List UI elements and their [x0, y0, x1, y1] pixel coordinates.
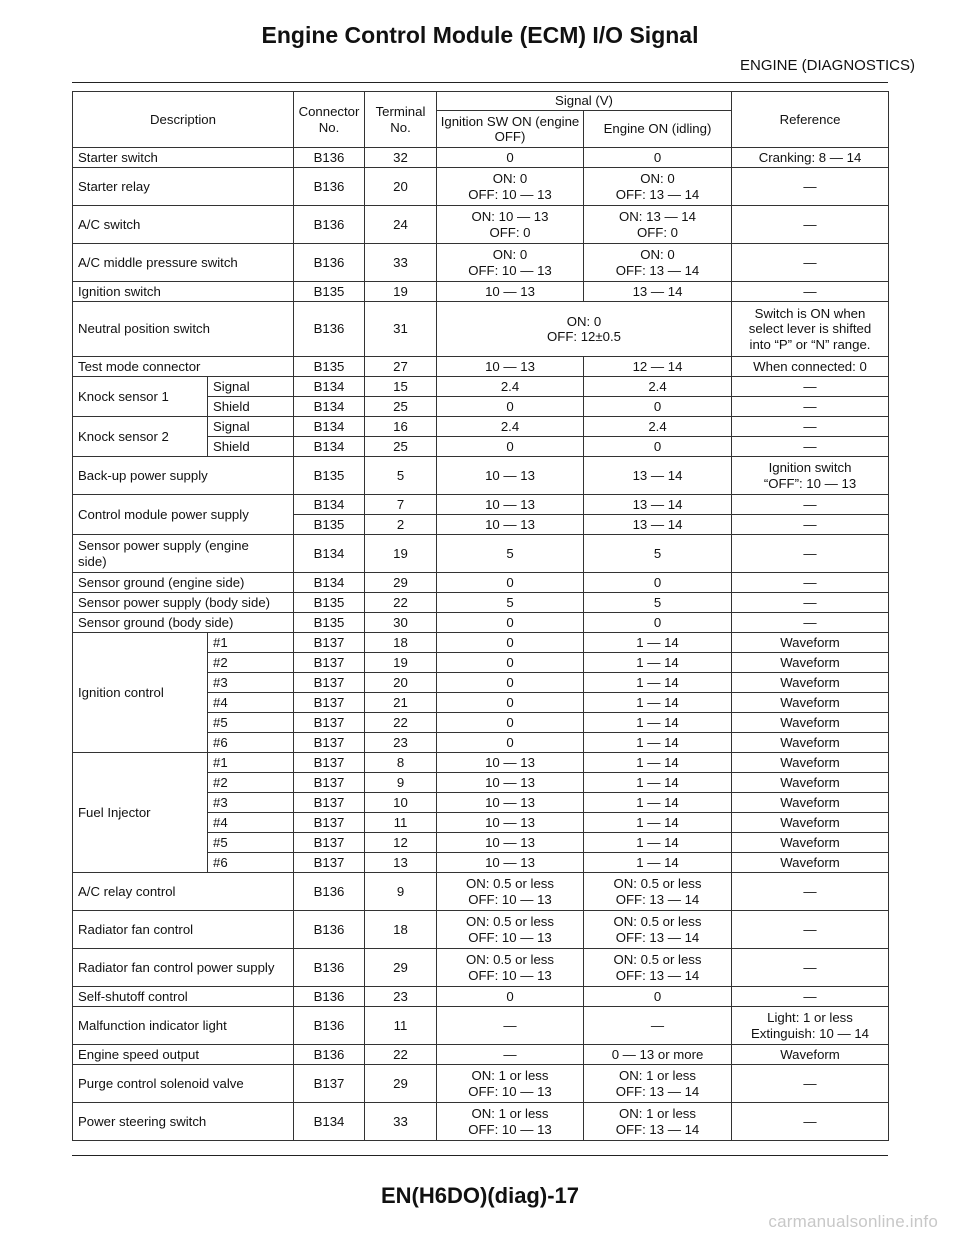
row-connector: B134: [294, 573, 365, 593]
row-ign-signal: 10 — 13: [437, 357, 584, 377]
row-connector: B137: [294, 693, 365, 713]
row-ign-signal: —: [437, 1045, 584, 1065]
page-number: EN(H6DO)(diag)-17: [380, 1183, 579, 1208]
row-connector: B137: [294, 633, 365, 653]
row-reference: Waveform: [732, 1045, 889, 1065]
row-engine-signal: ON: 0.5 or less OFF: 13 — 14: [584, 949, 732, 987]
row-ign-signal: 10 — 13: [437, 495, 584, 515]
table-row: [73, 206, 889, 244]
row-engine-signal: 1 — 14: [584, 633, 732, 653]
row-ign-signal: 0: [437, 733, 584, 753]
row-ign-signal: 10 — 13: [437, 753, 584, 773]
row-engine-signal: 13 — 14: [584, 495, 732, 515]
row-connector: B137: [294, 793, 365, 813]
row-engine-signal: 13 — 14: [584, 457, 732, 495]
row-terminal: 29: [365, 949, 437, 987]
table-row: [73, 148, 889, 168]
footer-rule: [72, 1155, 888, 1156]
row-connector: B135: [294, 515, 365, 535]
row-description: Test mode connector: [73, 357, 294, 377]
row-ign-signal: ON: 0.5 or less OFF: 10 — 13: [437, 949, 584, 987]
row-terminal: 33: [365, 244, 437, 282]
row-engine-signal: ON: 1 or less OFF: 13 — 14: [584, 1103, 732, 1141]
header-connector: Connector No.: [294, 92, 365, 148]
table-row: [73, 873, 889, 911]
row-description: Back-up power supply: [73, 457, 294, 495]
row-connector: B134: [294, 417, 365, 437]
table-row: [73, 987, 889, 1007]
table-row: [73, 282, 889, 302]
row-connector: B136: [294, 206, 365, 244]
row-ign-signal: 2.4: [437, 417, 584, 437]
row-sub-label: Shield: [208, 397, 294, 417]
row-sub-label: #5: [208, 713, 294, 733]
row-connector: B134: [294, 377, 365, 397]
table-row: [73, 244, 889, 282]
row-sub-label: #3: [208, 673, 294, 693]
row-connector: B137: [294, 753, 365, 773]
row-engine-signal: 0: [584, 573, 732, 593]
row-ign-signal: 0: [437, 633, 584, 653]
row-engine-signal: 1 — 14: [584, 773, 732, 793]
row-ign-signal: 10 — 13: [437, 457, 584, 495]
row-connector: B134: [294, 535, 365, 573]
table-row: [73, 457, 889, 495]
row-engine-signal: ON: 0 OFF: 13 — 14: [584, 244, 732, 282]
row-sub-label: Shield: [208, 437, 294, 457]
row-engine-signal: 1 — 14: [584, 713, 732, 733]
row-engine-signal: 1 — 14: [584, 733, 732, 753]
row-reference: Waveform: [732, 833, 889, 853]
row-connector: B134: [294, 397, 365, 417]
row-connector: B136: [294, 1007, 365, 1045]
row-connector: B137: [294, 1065, 365, 1103]
row-connector: B137: [294, 673, 365, 693]
row-connector: B136: [294, 987, 365, 1007]
row-ign-signal: 5: [437, 593, 584, 613]
row-engine-signal: 0: [584, 148, 732, 168]
header-reference: Reference: [732, 92, 889, 148]
row-terminal: 21: [365, 693, 437, 713]
row-connector: B136: [294, 911, 365, 949]
row-engine-signal: 13 — 14: [584, 515, 732, 535]
row-terminal: 23: [365, 733, 437, 753]
row-reference: Light: 1 or less Extinguish: 10 — 14: [732, 1007, 889, 1045]
row-reference: Waveform: [732, 713, 889, 733]
row-reference: —: [732, 495, 889, 515]
row-terminal: 18: [365, 633, 437, 653]
row-description: A/C relay control: [73, 873, 294, 911]
row-engine-signal: 1 — 14: [584, 813, 732, 833]
row-engine-signal: 0: [584, 397, 732, 417]
row-engine-signal: 1 — 14: [584, 833, 732, 853]
header-description: Description: [73, 92, 294, 148]
page-title: Engine Control Module (ECM) I/O Signal: [261, 22, 699, 48]
row-engine-signal: 2.4: [584, 417, 732, 437]
row-connector: B135: [294, 282, 365, 302]
row-terminal: 22: [365, 1045, 437, 1065]
row-reference: —: [732, 377, 889, 397]
row-connector: B134: [294, 495, 365, 515]
row-description: Sensor power supply (body side): [73, 593, 294, 613]
row-connector: B134: [294, 1103, 365, 1141]
row-ign-signal: 10 — 13: [437, 515, 584, 535]
row-description: Sensor ground (engine side): [73, 573, 294, 593]
row-ign-signal: ON: 1 or less OFF: 10 — 13: [437, 1065, 584, 1103]
row-description: Control module power supply: [73, 495, 294, 535]
row-ign-signal: 0: [437, 148, 584, 168]
row-reference: Waveform: [732, 753, 889, 773]
row-reference: —: [732, 987, 889, 1007]
row-engine-signal: ON: 0.5 or less OFF: 13 — 14: [584, 911, 732, 949]
row-connector: B136: [294, 302, 365, 357]
table-row: [73, 753, 889, 773]
row-terminal: 13: [365, 853, 437, 873]
row-ign-signal: ON: 0 OFF: 10 — 13: [437, 168, 584, 206]
row-engine-signal: 5: [584, 593, 732, 613]
row-engine-signal: 5: [584, 535, 732, 573]
row-description: Radiator fan control power supply: [73, 949, 294, 987]
row-description: Self-shutoff control: [73, 987, 294, 1007]
row-sub-label: #1: [208, 753, 294, 773]
row-reference: —: [732, 873, 889, 911]
row-terminal: 10: [365, 793, 437, 813]
row-connector: B137: [294, 713, 365, 733]
row-terminal: 27: [365, 357, 437, 377]
table-row: [73, 1007, 889, 1045]
row-ign-signal: 0: [437, 653, 584, 673]
row-connector: B136: [294, 244, 365, 282]
row-engine-signal: 1 — 14: [584, 753, 732, 773]
row-description: Sensor power supply (engine side): [73, 535, 294, 573]
row-terminal: 22: [365, 593, 437, 613]
section-title: ENGINE (DIAGNOSTICS): [739, 57, 915, 74]
row-description: Radiator fan control: [73, 911, 294, 949]
row-terminal: 19: [365, 535, 437, 573]
row-engine-signal: 12 — 14: [584, 357, 732, 377]
table-row: [73, 949, 889, 987]
row-sub-label: #1: [208, 633, 294, 653]
row-reference: Waveform: [732, 633, 889, 653]
row-engine-signal: —: [584, 1007, 732, 1045]
header-terminal: Terminal No.: [365, 92, 437, 148]
row-ign-signal: 0: [437, 673, 584, 693]
watermark: carmanualsonline.info: [768, 1212, 938, 1231]
row-reference: —: [732, 1065, 889, 1103]
row-ign-signal: —: [437, 1007, 584, 1045]
row-terminal: 24: [365, 206, 437, 244]
row-reference: —: [732, 911, 889, 949]
row-terminal: 31: [365, 302, 437, 357]
row-reference: —: [732, 593, 889, 613]
table-row: [73, 1103, 889, 1141]
header-ign-on: Ignition SW ON (engine OFF): [437, 111, 584, 148]
table-row: [73, 417, 889, 437]
header-signal: Signal (V): [437, 92, 732, 111]
header-engine-on: Engine ON (idling): [584, 111, 732, 148]
row-reference: —: [732, 535, 889, 573]
header-row: [73, 92, 889, 111]
row-engine-signal: 0 — 13 or more: [584, 1045, 732, 1065]
row-connector: B137: [294, 853, 365, 873]
row-terminal: 7: [365, 495, 437, 515]
row-sub-label: #5: [208, 833, 294, 853]
row-ign-signal: 0: [437, 693, 584, 713]
row-sub-label: #6: [208, 733, 294, 753]
row-terminal: 18: [365, 911, 437, 949]
row-terminal: 15: [365, 377, 437, 397]
row-terminal: 12: [365, 833, 437, 853]
row-reference: —: [732, 437, 889, 457]
row-connector: B135: [294, 357, 365, 377]
row-sub-label: #3: [208, 793, 294, 813]
row-reference: —: [732, 168, 889, 206]
table-row: [73, 911, 889, 949]
table-row: [73, 633, 889, 653]
table-row: [73, 593, 889, 613]
table-row: [73, 168, 889, 206]
row-connector: B135: [294, 613, 365, 633]
row-reference: —: [732, 949, 889, 987]
row-engine-signal: 0: [584, 613, 732, 633]
row-reference: —: [732, 282, 889, 302]
row-reference: Ignition switch “OFF”: 10 — 13: [732, 457, 889, 495]
row-reference: —: [732, 244, 889, 282]
row-connector: B135: [294, 457, 365, 495]
row-ign-signal: 10 — 13: [437, 282, 584, 302]
row-connector: B136: [294, 873, 365, 911]
row-reference: Waveform: [732, 733, 889, 753]
row-reference: Waveform: [732, 773, 889, 793]
row-terminal: 25: [365, 397, 437, 417]
row-ign-signal: 2.4: [437, 377, 584, 397]
row-ign-signal: 0: [437, 397, 584, 417]
row-terminal: 19: [365, 653, 437, 673]
row-ign-signal: ON: 0.5 or less OFF: 10 — 13: [437, 911, 584, 949]
row-reference: Waveform: [732, 673, 889, 693]
table-row: [73, 535, 889, 573]
row-engine-signal: 1 — 14: [584, 673, 732, 693]
row-description: A/C middle pressure switch: [73, 244, 294, 282]
row-sub-label: #4: [208, 693, 294, 713]
row-engine-signal: 2.4: [584, 377, 732, 397]
row-ign-signal: 0: [437, 573, 584, 593]
row-reference: —: [732, 573, 889, 593]
row-ign-signal: 5: [437, 535, 584, 573]
row-description: Purge control solenoid valve: [73, 1065, 294, 1103]
row-terminal: 8: [365, 753, 437, 773]
row-description: Ignition control: [73, 633, 208, 753]
row-terminal: 33: [365, 1103, 437, 1141]
row-description: Malfunction indicator light: [73, 1007, 294, 1045]
row-terminal: 20: [365, 168, 437, 206]
row-reference: —: [732, 613, 889, 633]
row-reference: —: [732, 1103, 889, 1141]
row-engine-signal: 0: [584, 437, 732, 457]
row-reference: Switch is ON when select lever is shifted into “P” or “N” range.: [732, 302, 889, 357]
row-engine-signal: 1 — 14: [584, 793, 732, 813]
row-terminal: 20: [365, 673, 437, 693]
row-ign-signal: 0: [437, 713, 584, 733]
row-sub-label: Signal: [208, 377, 294, 397]
row-terminal: 32: [365, 148, 437, 168]
row-description: A/C switch: [73, 206, 294, 244]
row-description: Fuel Injector: [73, 753, 208, 873]
row-engine-signal: ON: 1 or less OFF: 13 — 14: [584, 1065, 732, 1103]
row-description: Knock sensor 1: [73, 377, 208, 417]
row-connector: B137: [294, 813, 365, 833]
row-reference: —: [732, 417, 889, 437]
row-connector: B135: [294, 593, 365, 613]
row-description: Neutral position switch: [73, 302, 294, 357]
table-row: [73, 377, 889, 397]
row-terminal: 11: [365, 1007, 437, 1045]
table-row: [73, 302, 889, 357]
row-terminal: 29: [365, 1065, 437, 1103]
row-terminal: 11: [365, 813, 437, 833]
header-rule: [72, 82, 888, 83]
row-reference: Cranking: 8 — 14: [732, 148, 889, 168]
row-reference: Waveform: [732, 793, 889, 813]
row-engine-signal: 0: [584, 987, 732, 1007]
row-connector: B136: [294, 1045, 365, 1065]
row-ign-signal: ON: 10 — 13 OFF: 0: [437, 206, 584, 244]
row-terminal: 16: [365, 417, 437, 437]
row-reference: Waveform: [732, 853, 889, 873]
row-reference: Waveform: [732, 813, 889, 833]
row-reference: Waveform: [732, 693, 889, 713]
row-sub-label: #6: [208, 853, 294, 873]
row-connector: B136: [294, 949, 365, 987]
row-engine-signal: ON: 13 — 14 OFF: 0: [584, 206, 732, 244]
row-ign-signal: ON: 0.5 or less OFF: 10 — 13: [437, 873, 584, 911]
row-reference: —: [732, 206, 889, 244]
row-connector: B137: [294, 773, 365, 793]
row-ign-signal: 0: [437, 987, 584, 1007]
row-ign-signal: ON: 0 OFF: 10 — 13: [437, 244, 584, 282]
row-engine-signal: 1 — 14: [584, 853, 732, 873]
row-connector: B134: [294, 437, 365, 457]
table-row: [73, 495, 889, 515]
row-ign-signal: 0: [437, 437, 584, 457]
row-connector: B137: [294, 833, 365, 853]
table-row: [73, 357, 889, 377]
row-connector: B136: [294, 148, 365, 168]
row-description: Sensor ground (body side): [73, 613, 294, 633]
table-row: [73, 1065, 889, 1103]
row-terminal: 9: [365, 773, 437, 793]
row-terminal: 2: [365, 515, 437, 535]
row-ign-signal: 10 — 13: [437, 773, 584, 793]
row-ign-signal: 10 — 13: [437, 793, 584, 813]
row-engine-signal: ON: 0 OFF: 13 — 14: [584, 168, 732, 206]
table-row: [73, 1045, 889, 1065]
table-row: [73, 573, 889, 593]
row-terminal: 29: [365, 573, 437, 593]
row-sub-label: #4: [208, 813, 294, 833]
row-sub-label: #2: [208, 653, 294, 673]
row-terminal: 30: [365, 613, 437, 633]
row-description: Starter switch: [73, 148, 294, 168]
row-sub-label: #2: [208, 773, 294, 793]
row-ign-signal: 10 — 13: [437, 853, 584, 873]
row-reference: Waveform: [732, 653, 889, 673]
row-description: Knock sensor 2: [73, 417, 208, 457]
row-reference: When connected: 0: [732, 357, 889, 377]
row-terminal: 23: [365, 987, 437, 1007]
row-reference: —: [732, 397, 889, 417]
row-terminal: 25: [365, 437, 437, 457]
row-connector: B137: [294, 653, 365, 673]
row-sub-label: Signal: [208, 417, 294, 437]
row-engine-signal: 1 — 14: [584, 653, 732, 673]
row-description: Engine speed output: [73, 1045, 294, 1065]
row-engine-signal: ON: 0.5 or less OFF: 13 — 14: [584, 873, 732, 911]
row-engine-signal: 13 — 14: [584, 282, 732, 302]
row-ign-signal: ON: 1 or less OFF: 10 — 13: [437, 1103, 584, 1141]
row-description: Ignition switch: [73, 282, 294, 302]
table-row: [73, 613, 889, 633]
row-reference: —: [732, 515, 889, 535]
row-description: Power steering switch: [73, 1103, 294, 1141]
row-ign-signal: 10 — 13: [437, 813, 584, 833]
row-description: Starter relay: [73, 168, 294, 206]
row-signal-combined: ON: 0 OFF: 12±0.5: [437, 302, 732, 357]
row-ign-signal: 0: [437, 613, 584, 633]
row-engine-signal: 1 — 14: [584, 693, 732, 713]
row-connector: B136: [294, 168, 365, 206]
row-ign-signal: 10 — 13: [437, 833, 584, 853]
row-terminal: 9: [365, 873, 437, 911]
ecm-io-signal-table: [72, 91, 889, 1141]
row-terminal: 5: [365, 457, 437, 495]
row-terminal: 22: [365, 713, 437, 733]
row-connector: B137: [294, 733, 365, 753]
row-terminal: 19: [365, 282, 437, 302]
